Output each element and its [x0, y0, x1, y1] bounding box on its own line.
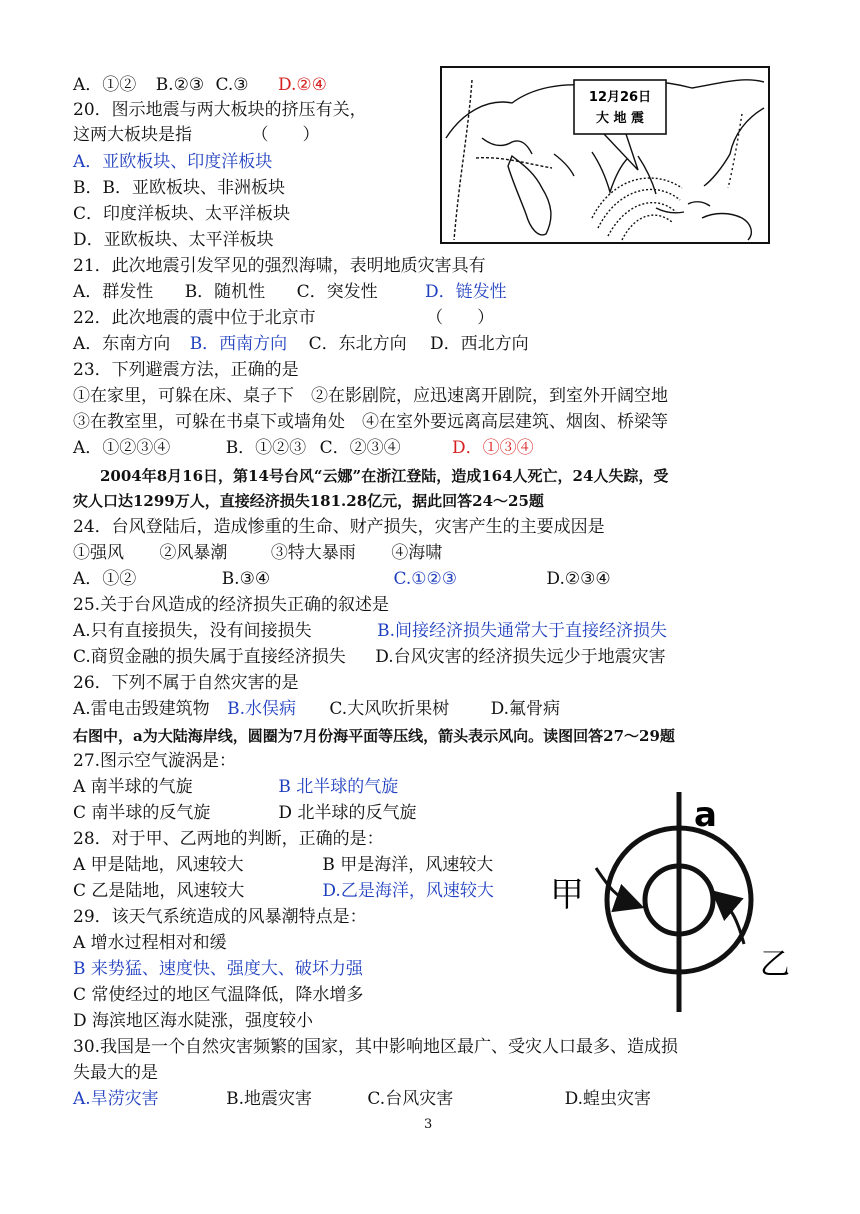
passage-intro-3: 右图中，a为大陆海岸线，圆圈为7月份海平面等压线，箭头表示风向。读图回答27～29题: [73, 727, 675, 745]
q27-stem: 27.图示空气漩涡是：: [73, 751, 237, 771]
option-a-answer: A.旱涝灾害: [73, 1089, 159, 1109]
q20-option-c: C．印度洋板块、太平洋板块: [73, 204, 291, 224]
option-d-answer: D.②④: [277, 75, 327, 95]
wind-arrow-jia: [596, 868, 636, 905]
q30-options: [73, 1087, 651, 1111]
q22-options: [73, 332, 529, 356]
option-a: A.雷电击毁建筑物: [73, 699, 210, 719]
q21-options: [73, 280, 507, 304]
option-a: A.只有直接损失，没有间接损失: [73, 621, 312, 641]
callout-quake: 大 地 震: [595, 111, 645, 126]
option-d: D.台风灾害的经济损失远少于地震灾害: [375, 647, 666, 667]
option-a: A 南半球的气旋: [73, 777, 193, 797]
callout-date: 12月26日: [588, 90, 652, 105]
world-map-sketch: [442, 68, 768, 242]
q24-stem: 24．台风登陆后，造成惨重的生命、财产损失，灾害产生的主要成因是: [73, 517, 605, 537]
option-a: A．东南方向: [73, 334, 171, 354]
option-b: B.地震灾害: [226, 1089, 312, 1109]
option-d: D．西北方向: [430, 334, 529, 354]
item-1: ①强风: [73, 543, 124, 563]
option-b-answer: B．西南方向: [189, 334, 288, 354]
option-c: C.③: [215, 75, 249, 95]
q24-items: [73, 541, 442, 565]
option-c-answer: C.①②③: [393, 569, 458, 589]
q24-options: [73, 567, 611, 591]
option-c: C．②③④: [319, 438, 401, 458]
option-b-answer: B.间接经济损失通常大于直接经济损失: [377, 621, 667, 641]
option-a: A．①②: [73, 75, 137, 95]
q25-options-2: [73, 645, 666, 669]
q23-options: [73, 436, 534, 460]
q20-option-b: B．B．亚欧板块、非洲板块: [73, 178, 285, 198]
option-a: A．①②: [73, 569, 137, 589]
option-b: B.②③: [155, 75, 205, 95]
label-jia: 甲: [550, 875, 584, 915]
item-2: ②风暴潮: [159, 543, 228, 563]
option-d-answer: D.乙是海洋，风速较大: [322, 881, 494, 901]
option-d: D.②③④: [546, 569, 611, 589]
option-c: C 乙是陆地，风速较大: [73, 881, 245, 901]
q29-option-c: C 常使经过的地区气温降低，降水增多: [73, 985, 364, 1005]
option-d: D.蝗虫灾害: [564, 1089, 652, 1109]
q28-options-2: [73, 879, 494, 903]
option-b-answer: B 北半球的气旋: [278, 777, 399, 797]
option-b: B.③④: [221, 569, 271, 589]
option-d: D 北半球的反气旋: [278, 803, 417, 823]
q20-stem: 20．图示地震与两大板块的挤压有关，: [73, 100, 367, 120]
earthquake-map: [440, 66, 770, 244]
q28-options-1: [73, 853, 493, 877]
q29-option-a: A 增水过程相对和缓: [73, 933, 227, 953]
passage-intro-1: 2004年8月16日，第14号台风“云娜”在浙江登陆，造成164人死亡，24人失踪，受: [100, 467, 669, 485]
option-b: B．随机性: [184, 282, 266, 302]
option-d-answer: D．链发性: [425, 282, 507, 302]
option-b: B 甲是海洋，风速较大: [322, 855, 494, 875]
q20-option-d: D．亚欧板块、太平洋板块: [73, 230, 274, 250]
q22-stem: 22．此次地震的震中位于北京市 （ ）: [73, 308, 495, 328]
q28-stem: 28．对于甲、乙两地的判断，正确的是：: [73, 829, 384, 849]
passage-intro-2: 灾人口达1299万人，直接经济损失181.28亿元，据此回答24～25题: [73, 492, 544, 510]
option-b: B．①②③: [225, 438, 307, 458]
option-c: C.台风灾害: [367, 1089, 454, 1109]
q26-options: [73, 697, 560, 721]
cyclone-svg: [548, 790, 798, 1020]
option-c: C.商贸金融的损失属于直接经济损失: [73, 647, 346, 667]
option-d: D.氟骨病: [490, 699, 561, 719]
q27-options-1: [73, 775, 398, 799]
q20-stem-2: 这两大板块是指 （ ）: [73, 125, 320, 145]
q23-stem: 23．下列避震方法，正确的是: [73, 360, 299, 380]
q21-stem: 21．此次地震引发罕见的强烈海啸，表明地质灾害具有: [73, 256, 486, 276]
q30-stem: 30.我国是一个自然灾害频繁的国家，其中影响地区最广、受灾人口最多、造成损: [73, 1037, 679, 1057]
option-c: C 南半球的反气旋: [73, 803, 211, 823]
q29-option-b-answer: B 来势猛、速度快、强度大、破坏力强: [73, 959, 363, 979]
q27-options-2: [73, 801, 416, 825]
option-c: C.大风吹折果树: [329, 699, 450, 719]
option-a: A．①②③④: [73, 438, 171, 458]
q20-option-a: A．亚欧板块、印度洋板块: [73, 152, 273, 172]
label-a: a: [694, 795, 717, 835]
option-a: A．群发性: [73, 282, 154, 302]
q26-stem: 26．下列不属于自然灾害的是: [73, 673, 299, 693]
cyclone-diagram: [548, 790, 798, 1020]
item-4: ④海啸: [391, 543, 443, 563]
option-b-answer: B.水俣病: [227, 699, 296, 719]
option-c: C．突发性: [296, 282, 378, 302]
q30-stem-2: 失最大的是: [73, 1063, 158, 1083]
option-c: C．东北方向: [308, 334, 407, 354]
q29-stem: 29．该天气系统造成的风暴潮特点是：: [73, 907, 367, 927]
item-3: ③特大暴雨: [270, 543, 356, 563]
q25-stem: 25.关于台风造成的经济损失正确的叙述是: [73, 595, 390, 615]
option-d-answer: D．①③④: [452, 438, 534, 458]
q29-option-d: D 海滨地区海水陡涨，强度较小: [73, 1011, 314, 1031]
q25-options-1: [73, 619, 667, 643]
q23-items-1: ①在家里，可躲在床、桌子下 ②在影剧院，应迅速离开剧院，到室外开阔空地: [73, 386, 668, 406]
label-yi: 乙: [760, 947, 790, 982]
option-a: A 甲是陆地，风速较大: [73, 855, 244, 875]
q23-items-2: ③在教室里，可躲在书桌下或墙角处 ④在室外要远离高层建筑、烟囱、桥梁等: [73, 412, 668, 432]
page-number: 3: [424, 1117, 433, 1132]
q19-options: [73, 73, 327, 97]
